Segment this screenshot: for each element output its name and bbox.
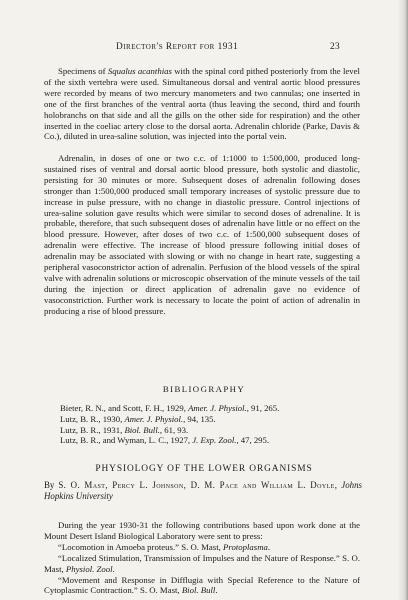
running-title: Director's Report for 1931 (116, 42, 239, 52)
bibliography-entry (60, 435, 370, 446)
contribution-item (44, 542, 360, 553)
contribution-text: “Movement and Response in Difflugia with Special Reference to the Nature of Cytoplasmic Contraction.” S. O. Mast, (44, 574, 360, 596)
paragraph-methods (44, 66, 360, 142)
contribution-item (44, 553, 360, 575)
contribution-journal: Biol. Bull (181, 585, 216, 596)
contribution-text: “Locomotion in Amoeba proteus.” S. O. Mast, (58, 541, 224, 552)
entry-journal: Biol. Bull. (124, 424, 160, 435)
contribution-item (44, 575, 360, 597)
contribution-journal: Protoplasma (223, 541, 268, 552)
entry-authors: Lutz, B. R., 1931, (60, 424, 125, 435)
bibliography-heading: BIBLIOGRAPHY (162, 384, 246, 394)
entry-ref: , 61, 93. (159, 424, 189, 435)
contribution-end: . (112, 563, 115, 574)
bibliography-entry (60, 403, 370, 414)
entry-journal: Amer. J. Physiol. (188, 403, 247, 413)
bibliography-list (60, 403, 370, 446)
entry-ref: , 91, 265. (246, 403, 280, 413)
page-number: 23 (330, 42, 341, 52)
paragraph-results: Adrenalin, in doses of one or two c.c. of 1:1000 to 1:500,000, produced long-sustained rises of ventral and dorsal aortic blood pressure, both systolic and diastolic, persisting for 30 minutes or more. Subsequent doses of adrenalin following doses stronger than 1:500,000 produced small temporary increases of systolic pressure due to increase in pulse pressure, with no change in diastolic pressure. Control injections of urea-saline solution gave results which were similar to second doses of adrenaline. It is probable, therefore, that such subsequent doses of adrenalin have little or no effect on the blood pressure. However, after doses of two c.c. of 1:500,000 subsequent doses of adrenalin were effective. The increase of blood pressure following initial doses of adrenalin may be associated with slowing or with no change in heart rate, suggesting a peripheral vasoconstrictor action of adrenalin. Perfusion of the blood vessels of the spiral valve with adrenalin solutions or microscopic observation of the minute vessels of the tail during the injection or direct application of adrenalin gave no evidence of vasoconstriction. Further work is necessary to locate the point of action of adrenalin in producing a rise of blood pressure. (44, 153, 360, 316)
bibliography-entry (60, 425, 370, 436)
entry-authors: Lutz, B. R., 1930, (60, 413, 125, 424)
entry-ref: , 47, 295. (236, 435, 270, 446)
entry-journal: Amer. J. Physiol. (124, 413, 184, 424)
entry-authors: Bieter, R. N., and Scott, F. H., 1929, (60, 403, 189, 413)
contribution-text: “Localized Stimulation, Transmission of Impulses and the Nature of Response.” S. O. Mast, (44, 552, 360, 574)
contribution-end: . (215, 585, 218, 596)
entry-journal: J. Exp. Zool. (192, 435, 237, 446)
entry-authors: Lutz, B. R., and Wyman, L. C., 1927, (60, 435, 193, 446)
byline-authors: S. O. Mast, Percy L. Johnson, D. M. Pace and William L. Doyle, (58, 480, 338, 490)
contributions-block (44, 520, 360, 596)
entry-ref: , 94, 135. (183, 413, 216, 424)
contribution-end: . (267, 541, 271, 552)
contribution-journal: Physiol. Zool (65, 563, 113, 574)
page-edge-shadow (398, 0, 408, 600)
byline-university: Johns Hopkins University (44, 480, 362, 501)
paragraph-lead: Specimens of (58, 66, 108, 76)
byline (44, 480, 362, 502)
section-title: PHYSIOLOGY OF THE LOWER ORGANISMS (95, 464, 313, 474)
paragraph-rest: with the spinal cord pithed posteriorly from the level of the sixth vertebra were used. Simultaneous dorsal and ventral aortic blood pressures were recorded by means of two mercury manometers and two cannulas; one inserted in one of the first branches of the ventral aorta (thus leaving the second, third and fourth holobranchs on that side and all the gills on the other side for respiration) and the other inserted in the coeliac artery close to the dorsal aorta. Adrenalin chloride (Parke, Davis & Co.), diluted in urea-saline solution, was injected into the portal vein. (44, 66, 360, 142)
contributions-intro: During the year 1930-31 the following contributions based upon work done at the Mount Desert Island Biological Laboratory were sent to press: (44, 520, 360, 541)
bibliography-entry (60, 414, 370, 425)
byline-prefix: By (44, 480, 59, 490)
species-name: Squalus acanthias (107, 66, 172, 76)
